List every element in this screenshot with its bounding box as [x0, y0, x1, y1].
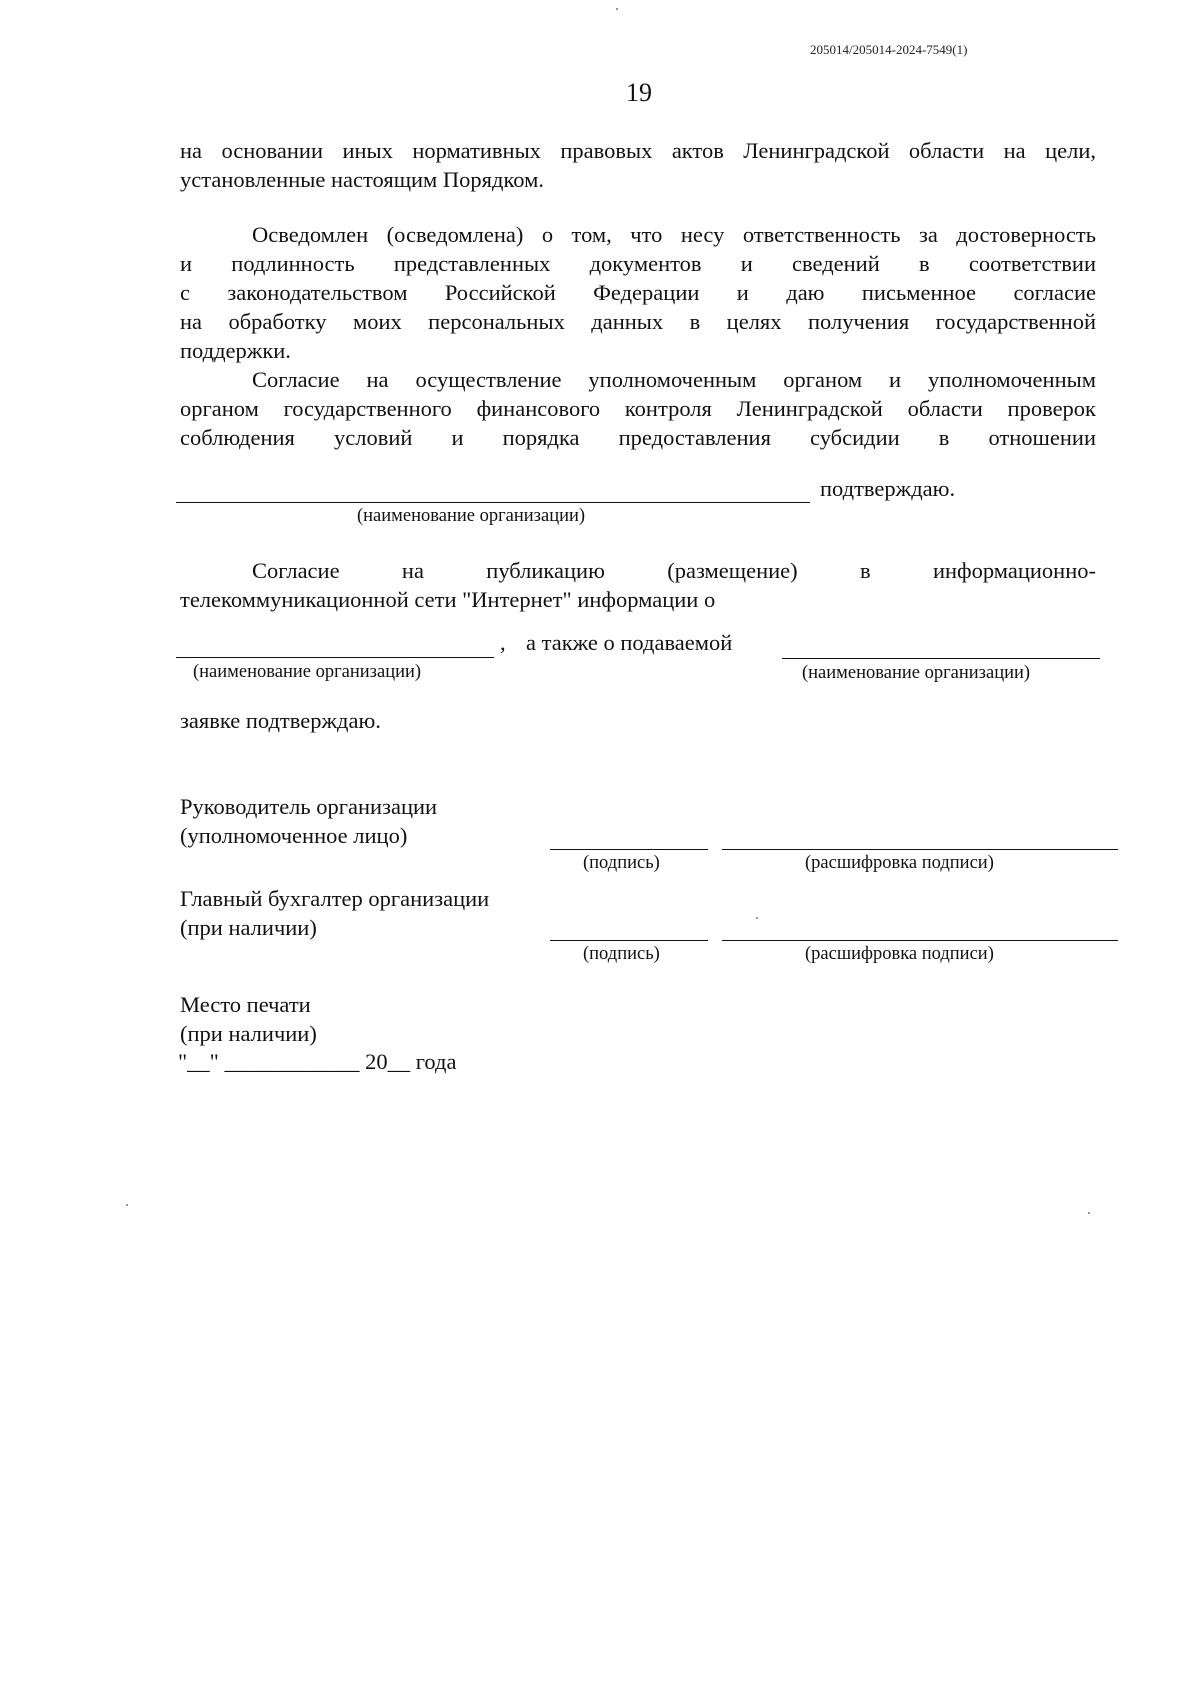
head-signature-line: [550, 849, 708, 850]
accountant-decoding-caption: (расшифровка подписи): [805, 944, 994, 964]
text-line: (уполномоченное лицо): [180, 823, 408, 848]
closing-text: заявке подтверждаю.: [180, 708, 381, 733]
scan-speck: [1088, 1212, 1090, 1214]
paragraph-2: [180, 220, 1096, 365]
document-number: 205014/205014-2024-7549(1): [810, 42, 968, 57]
accountant-signature-line: [550, 940, 708, 941]
head-decoding-caption: (расшифровка подписи): [805, 853, 994, 873]
accountant-signature-caption: (подпись): [583, 944, 660, 964]
text-line: Руководитель организации: [180, 794, 438, 819]
paragraph-4: [180, 556, 1096, 614]
head-label: [180, 792, 437, 850]
organization-caption-left: (наименование организации): [193, 662, 422, 682]
organization-name-line-right: [782, 658, 1100, 659]
text-line: (при наличии): [180, 915, 317, 940]
confirm-text: подтверждаю.: [820, 476, 956, 501]
text-line: Согласие на осуществление уполномоченным органом и уполномоченным: [252, 367, 1096, 392]
text-line: и подлинность представленных документов и сведений в соответствии: [180, 251, 1096, 276]
text-line: на основании иных нормативных правовых актов Ленинградской области на цели,: [180, 138, 1096, 163]
seal-label: [180, 990, 317, 1048]
paragraph-1: [180, 136, 1096, 194]
organization-name-line-left: [176, 657, 494, 658]
text-line: Главный бухгалтер организации: [180, 886, 490, 911]
text-line: (при наличии): [180, 1021, 317, 1046]
text-line: на обработку моих персональных данных в целях получения государственной: [180, 309, 1096, 334]
accountant-decoding-line: [722, 940, 1118, 941]
paragraph-3: [180, 365, 1096, 452]
head-signature-caption: (подпись): [583, 853, 660, 873]
head-decoding-line: [722, 849, 1118, 850]
text-line: Осведомлен (осведомлена) о том, что несу ответственность за достоверность: [252, 222, 1096, 247]
organization-caption-right: (наименование организации): [802, 663, 1031, 683]
organization-name-line: [176, 502, 810, 503]
date-line: "__" ____________ 20__ года: [178, 1049, 457, 1074]
scan-speck: [126, 1204, 128, 1206]
text-line: установленные настоящим Порядком.: [180, 167, 544, 192]
text-line: телекоммуникационной сети "Интернет" информации о: [180, 587, 716, 612]
text-line: с законодательством Российской Федерации и даю письменное согласие: [180, 280, 1096, 305]
text-line: поддержки.: [180, 338, 291, 363]
text-line: Согласие на публикацию (размещение) в информационно-: [252, 558, 1096, 583]
scan-speck: [616, 8, 618, 10]
organization-caption: (наименование организации): [357, 506, 586, 526]
scan-speck: [756, 917, 758, 919]
accountant-label: [180, 884, 489, 942]
text-line: соблюдения условий и порядка предоставления субсидии в отношении: [180, 425, 1096, 450]
text-line: органом государственного финансового контроля Ленинградской области проверок: [180, 396, 1096, 421]
text-line: Место печати: [180, 992, 311, 1017]
also-text: а также о подаваемой: [526, 630, 733, 655]
comma: ,: [500, 630, 506, 655]
page-number: 19: [626, 78, 652, 107]
